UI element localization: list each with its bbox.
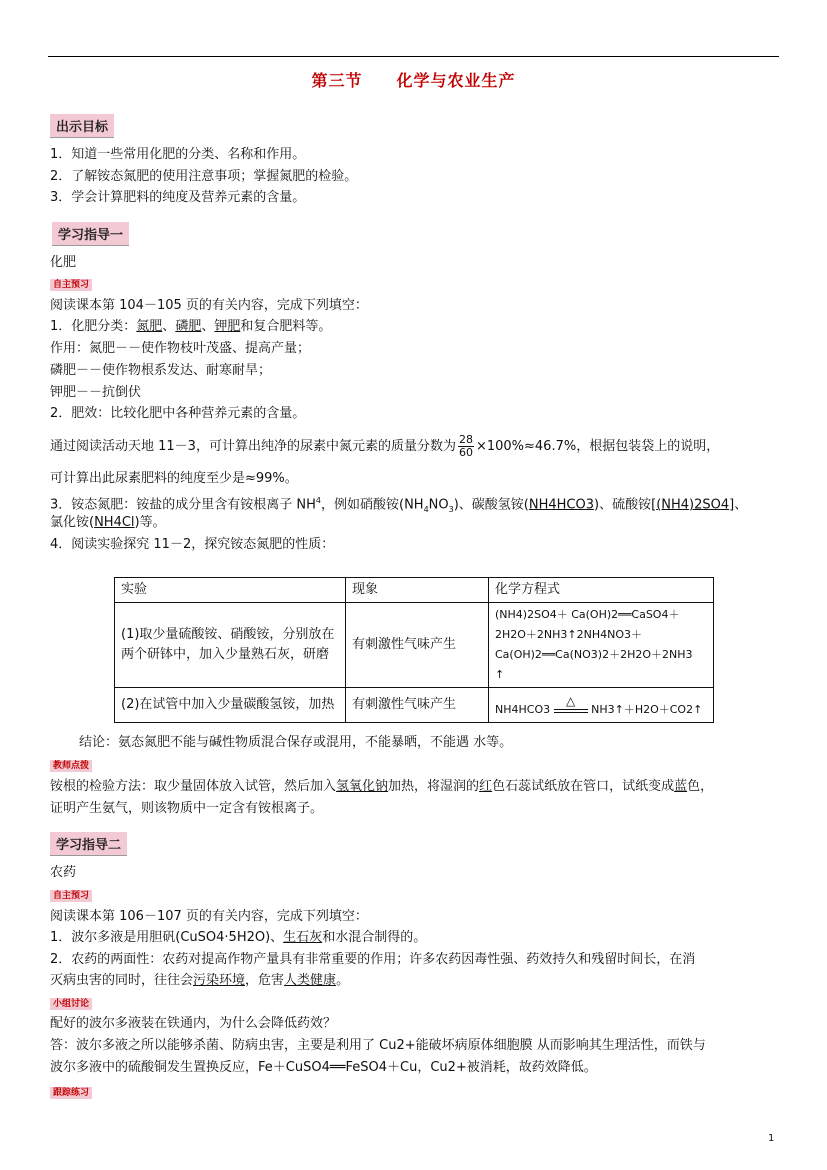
answer-health: 人类健康 [284,973,337,988]
page-title [0,68,827,91]
fertilizer-classification: 1．化肥分类：氮肥、磷肥、钾肥和复合肥料等。 [50,319,332,334]
heading-pesticide: 农药 [50,865,77,880]
goal-3: 3．学会计算肥料的纯度及营养元素的含量。 [50,190,306,205]
phenomenon-1: 有刺激性气味产生 [346,603,489,688]
experiment-2: (2)在试管中加入少量碳酸氢铵，加热 [115,688,346,723]
read-instruction-2: 阅读课本第 106－107 页的有关内容，完成下列填空： [50,909,368,924]
answer-nh4hco3: NH4HCO3 [528,497,595,513]
urea-calculation: 通过阅读活动天地 11－3，可计算出纯净的尿素中氮元素的质量分数为 $\frac{28}{60}$ ×100%≈46.7%，根据包装袋上的说明， [50,433,720,459]
ammonium-fertilizer: 3．铵态氮肥：铵盐的成分里含有铵根离子 $NH^4$，例如硝酸铵$(NH_4NO_3)$、碳酸氢铵(NH4HCO3)、硫酸铵[(NH4)2SO4]、 [50,496,748,514]
discussion-question: 配好的波尔多液装在铁通内，为什么会降低药效？ [50,1016,337,1031]
fertilizer-efficiency: 2．肥效：比较化肥中各种营养元素的含量。 [50,406,306,421]
heading-fertilizer: 化肥 [50,255,77,270]
table-row [115,688,714,723]
answer-quicklime: 生石灰 [283,930,323,945]
ammonium-test-result: 证明产生氨气，则该物质中一定含有铵根离子。 [50,801,324,816]
fraction: $\frac{28}{60}$ [458,433,473,459]
tag-follow-practice: 跟踪练习 [50,1087,92,1099]
urea-purity: 可计算出此尿素肥料的纯度至少是≈99%。 [50,471,298,486]
effect-phosphate: 磷肥－－使作物根系发达、耐寒耐旱； [50,363,272,378]
tag-group-discussion: 小组讨论 [50,998,92,1010]
answer-blue: 蓝 [674,779,688,794]
pesticide-harm: 灭病虫害的同时，往往会污染环境，危害人类健康。 [50,973,350,988]
answer-phosphate: 磷肥 [175,319,202,334]
badge-goals: 出示目标 [50,114,114,138]
answer-nitrogen: 氮肥 [136,319,163,334]
badge-guide-1: 学习指导一 [52,222,129,246]
bordeaux-mixture: 1．波尔多液是用胆矾(CuSO4·5H2O)、生石灰和水混合制得的。 [50,930,427,945]
phenomenon-2: 有刺激性气味产生 [346,688,489,723]
tag-self-preview-2: 自主预习 [50,890,92,902]
equation-2: NH4HCO3 △ NH3↑＋H2O＋CO2↑ [489,688,714,723]
page-number: 1 [768,1133,775,1144]
goal-1: 1．知道一些常用化肥的分类、名称和作用。 [50,147,306,162]
tag-teacher-tips: 教师点拨 [50,760,92,772]
section-number: 第三节 [311,71,363,90]
table-row [115,603,714,688]
answer-nh4cl: NH4Cl [94,515,135,530]
effect-potash: 钾肥－－抗倒伏 [50,385,142,400]
header-experiment: 实验 [115,578,346,603]
ammonium-chloride: 氯化铵(NH4Cl)等。 [50,515,166,530]
header-phenomenon: 现象 [346,578,489,603]
answer-red: 红 [479,779,493,794]
answer-potash: 钾肥 [214,319,241,334]
discussion-answer-1: 答：波尔多液之所以能够杀菌、防病虫害，主要是利用了 Cu2+能破坏病原体细胞膜 从而影响其生理活性，而铁与 [50,1038,706,1053]
answer-pollution: 污染环境 [193,973,246,988]
discussion-answer-2: 波尔多液中的硫酸铜发生置换反应，Fe＋CuSO4══FeSO4＋Cu，Cu2+被消耗，故药效降低。 [50,1060,597,1075]
equation-1: (NH4)2SO4＋ Ca(OH)2══CaSO4＋ 2H2O＋2NH3↑2NH4NO3＋ Ca(OH)2══Ca(NO3)2＋2H2O＋2NH3 ↑ [489,603,714,688]
effect-nitrogen: 作用：氮肥－－使作物枝叶茂盛、提高产量； [50,341,311,356]
section-title: 化学与农业生产 [396,71,516,90]
badge-guide-2: 学习指导二 [50,832,127,856]
pesticide-duality: 2．农药的两面性：农药对提高作物产量具有非常重要的作用；许多农药因毒性强、药效持久和残留时间长，在消 [50,952,696,967]
goal-2: 2．了解铵态氮肥的使用注意事项；掌握氮肥的检验。 [50,169,358,184]
answer-naoh: 氢氧化钠 [336,779,389,794]
header-equation: 化学方程式 [489,578,714,603]
table-header-row [115,578,714,603]
tag-self-preview: 自主预习 [50,279,92,291]
header-rule [48,56,779,57]
heating-condition: △ [554,705,588,713]
ammonium-test-method: 铵根的检验方法：取少量固体放入试管，然后加入氢氧化钠加热，将湿润的红色石蕊试纸放在管口，试纸变成蓝色， [50,779,714,794]
experiment-intro: 4．阅读实验探究 11－2，探究铵态氮肥的性质： [50,537,335,552]
answer-nh4-2so4: (NH4)2SO4 [656,497,730,513]
experiment-table [114,577,714,723]
experiment-1: (1)取少量硫酸铵、硝酸铵，分别放在两个研钵中，加入少量熟石灰，研磨 [115,603,346,688]
read-instruction-1: 阅读课本第 104－105 页的有关内容，完成下列填空： [50,298,368,313]
conclusion: 结论：氨态氮肥不能与碱性物质混合保存或混用，不能暴晒，不能遇 水等。 [79,735,513,750]
